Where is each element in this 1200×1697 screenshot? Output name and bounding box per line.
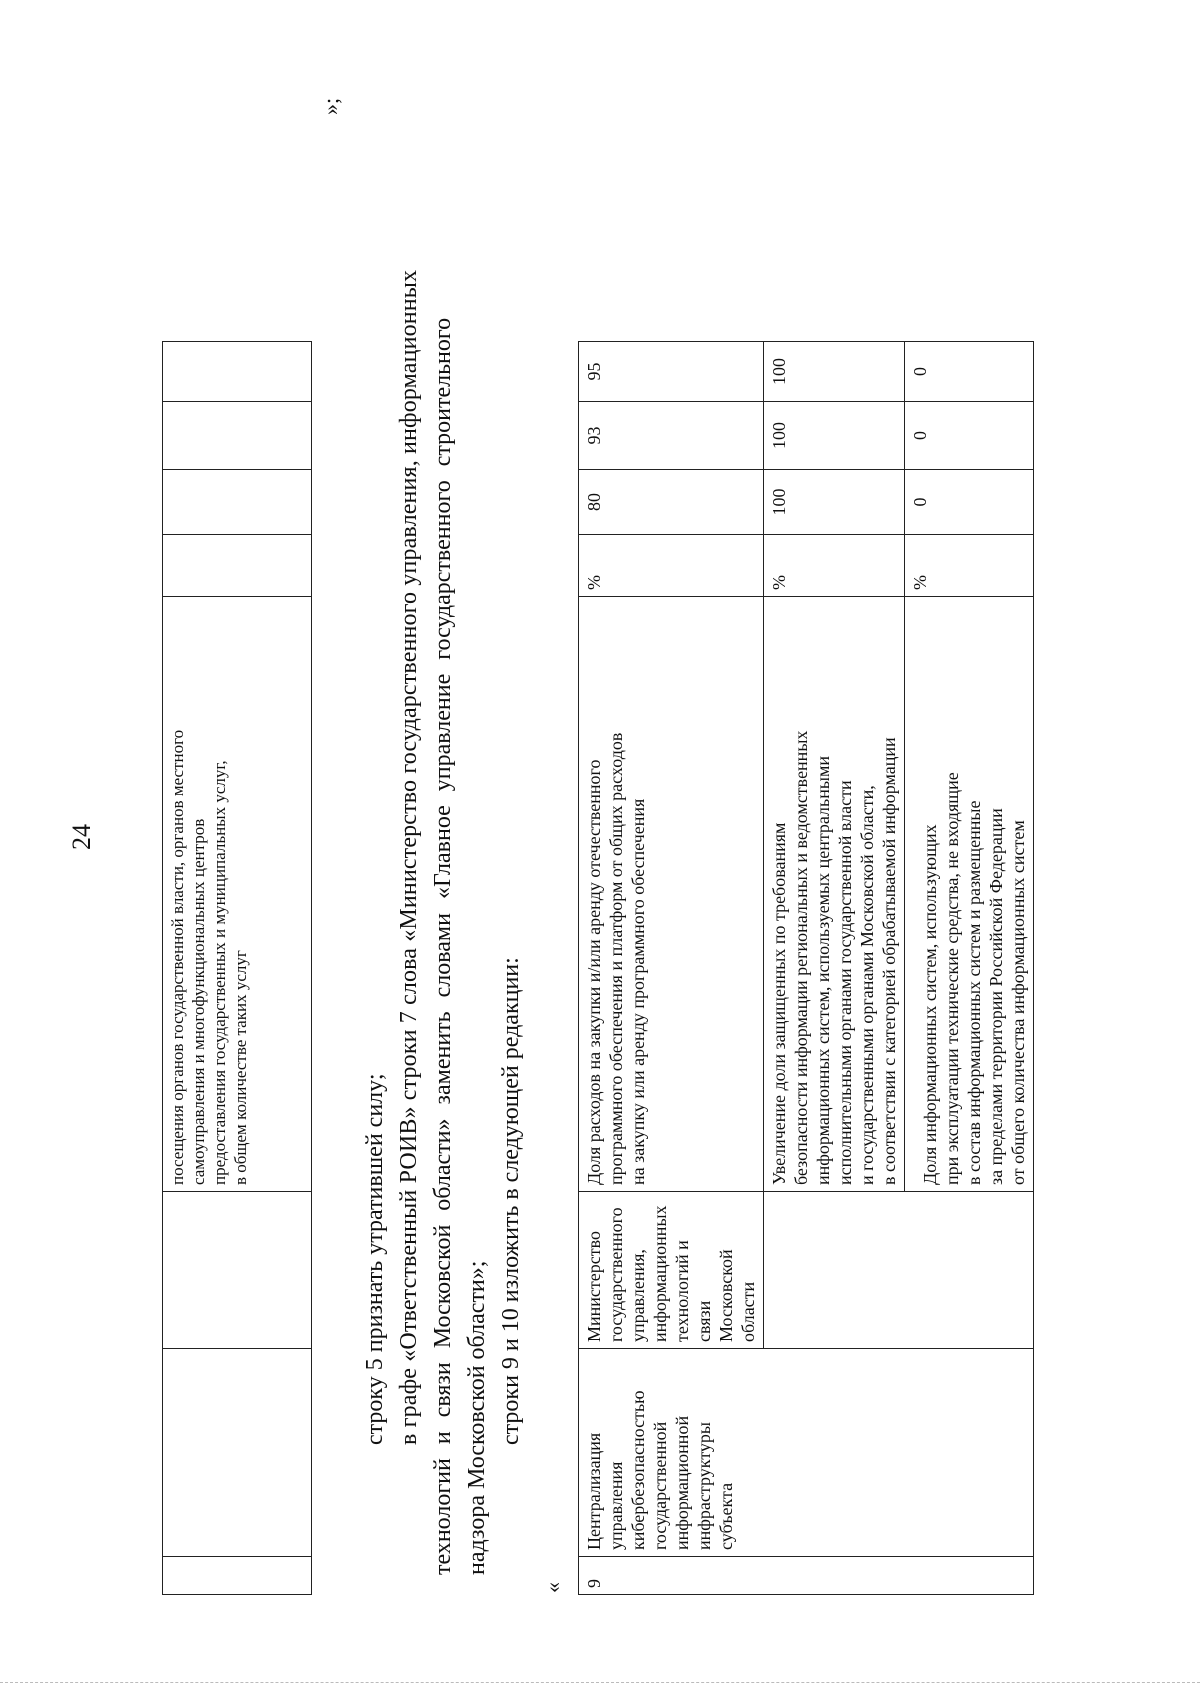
cont-line: посещения органов государственной власти, органов местного xyxy=(168,729,187,1185)
value-cell: 100 xyxy=(764,342,905,402)
indicator-cell xyxy=(579,597,764,1192)
indicator-line: Доля расходов на закупки и/или аренду отечественного xyxy=(584,759,604,1185)
closing-quote: »; xyxy=(318,97,343,115)
responsible-line: государственного xyxy=(606,1207,626,1342)
goal-cell xyxy=(579,1349,1034,1557)
indicator-cell xyxy=(905,597,1034,1192)
cont-cell-v3 xyxy=(163,342,312,402)
indicator-line: информационных систем, используемых центральными xyxy=(813,755,833,1185)
cont-cell-v1 xyxy=(163,470,312,535)
cont-cell-goal xyxy=(163,1349,312,1557)
responsible-line: информационных xyxy=(650,1205,670,1342)
empty-cell xyxy=(579,87,1034,342)
value-cell: 93 xyxy=(579,402,764,470)
cont-cell-indicator xyxy=(163,597,312,1192)
paragraph-5: строки 9 и 10 изложить в следующей редакции: xyxy=(498,957,524,1445)
unit-cell: % xyxy=(905,535,1034,597)
cont-cell-v2 xyxy=(163,402,312,470)
goal-line: информационной xyxy=(672,1415,692,1550)
cont-line: предоставления государственных и муниципальных услуг, xyxy=(210,760,229,1185)
goal-line: инфраструктуры субъекта xyxy=(694,1422,736,1550)
indicator-line: Доля информационных систем, использующих xyxy=(920,824,940,1185)
indicator-line: на закупку или аренду программного обеспечения xyxy=(628,798,648,1185)
value-cell: 0 xyxy=(905,402,1034,470)
value-cell: 0 xyxy=(905,342,1034,402)
indicator-line: в соответствии с категорией обрабатываемой информации xyxy=(879,737,899,1185)
goal-line: государственной xyxy=(650,1421,670,1550)
unit-cell: % xyxy=(579,535,764,597)
scan-edge-line xyxy=(0,1682,1200,1684)
cont-cell-responsible xyxy=(163,1192,312,1349)
opening-quote: « xyxy=(540,1582,565,1593)
continuation-table xyxy=(162,87,312,1596)
responsible-line: технологий и связи xyxy=(672,1240,714,1342)
value-cell: 100 xyxy=(764,470,905,535)
cont-line: в общем количестве таких услуг xyxy=(231,950,250,1185)
responsible-cell xyxy=(579,1192,764,1349)
paragraph-4: надзора Московской области»; xyxy=(464,1260,490,1575)
paragraph-1: строку 5 признать утратившей силу; xyxy=(362,1073,388,1445)
table-row xyxy=(579,87,764,1595)
value-cell: 95 xyxy=(579,342,764,402)
responsible-spacer xyxy=(764,1192,905,1349)
indicator-line: при эксплуатации технические средства, не входящие xyxy=(942,772,962,1185)
value-cell: 0 xyxy=(905,470,1034,535)
row-number: 9 xyxy=(579,1557,1034,1595)
indicator-line: программного обеспечения и платформ от общих расходов xyxy=(606,732,626,1185)
indicator-line: и государственными органами Московской области, xyxy=(857,785,877,1185)
indicator-line: исполнительными органами государственной власти xyxy=(835,780,855,1185)
responsible-line: Министерство xyxy=(584,1231,604,1342)
indicator-line: Увеличение доли защищенных по требованиям xyxy=(769,822,789,1185)
responsible-spacer xyxy=(905,1192,1034,1349)
unit-cell: % xyxy=(764,535,905,597)
responsible-line: Московской области xyxy=(716,1249,758,1342)
indicator-line: в состав информационных систем и размещенные xyxy=(964,800,984,1185)
indicator-cell xyxy=(764,597,905,1192)
goal-line: Централизация управления xyxy=(584,1432,626,1550)
paragraph-3: технологий и связи Московской области» заменить словами «Главное управление государственного строительного xyxy=(430,317,456,1575)
page-number: 24 xyxy=(67,824,96,850)
responsible-line: управления, xyxy=(628,1249,648,1342)
indicators-table xyxy=(578,87,1034,1596)
value-cell: 100 xyxy=(764,402,905,470)
cont-cell-num xyxy=(163,1557,312,1595)
cont-cell-unit xyxy=(163,535,312,597)
value-cell: 80 xyxy=(579,470,764,535)
indicator-line: за пределами территории Российской Федерации xyxy=(986,808,1006,1185)
continuation-row xyxy=(163,87,312,1595)
paragraph-2: в графе «Ответственный РОИВ» строки 7 слова «Министерство государственного управления, информационных xyxy=(396,269,422,1445)
cont-line: самоуправления и многофункциональных центров xyxy=(189,818,208,1185)
indicator-line: безопасности информации региональных и ведомственных xyxy=(791,730,811,1185)
rotated-document-body xyxy=(100,55,1100,1595)
indicator-line: от общего количества информационных систем xyxy=(1008,820,1028,1185)
cont-cell-empty xyxy=(163,87,312,342)
goal-line: кибербезопасностью xyxy=(628,1390,648,1550)
